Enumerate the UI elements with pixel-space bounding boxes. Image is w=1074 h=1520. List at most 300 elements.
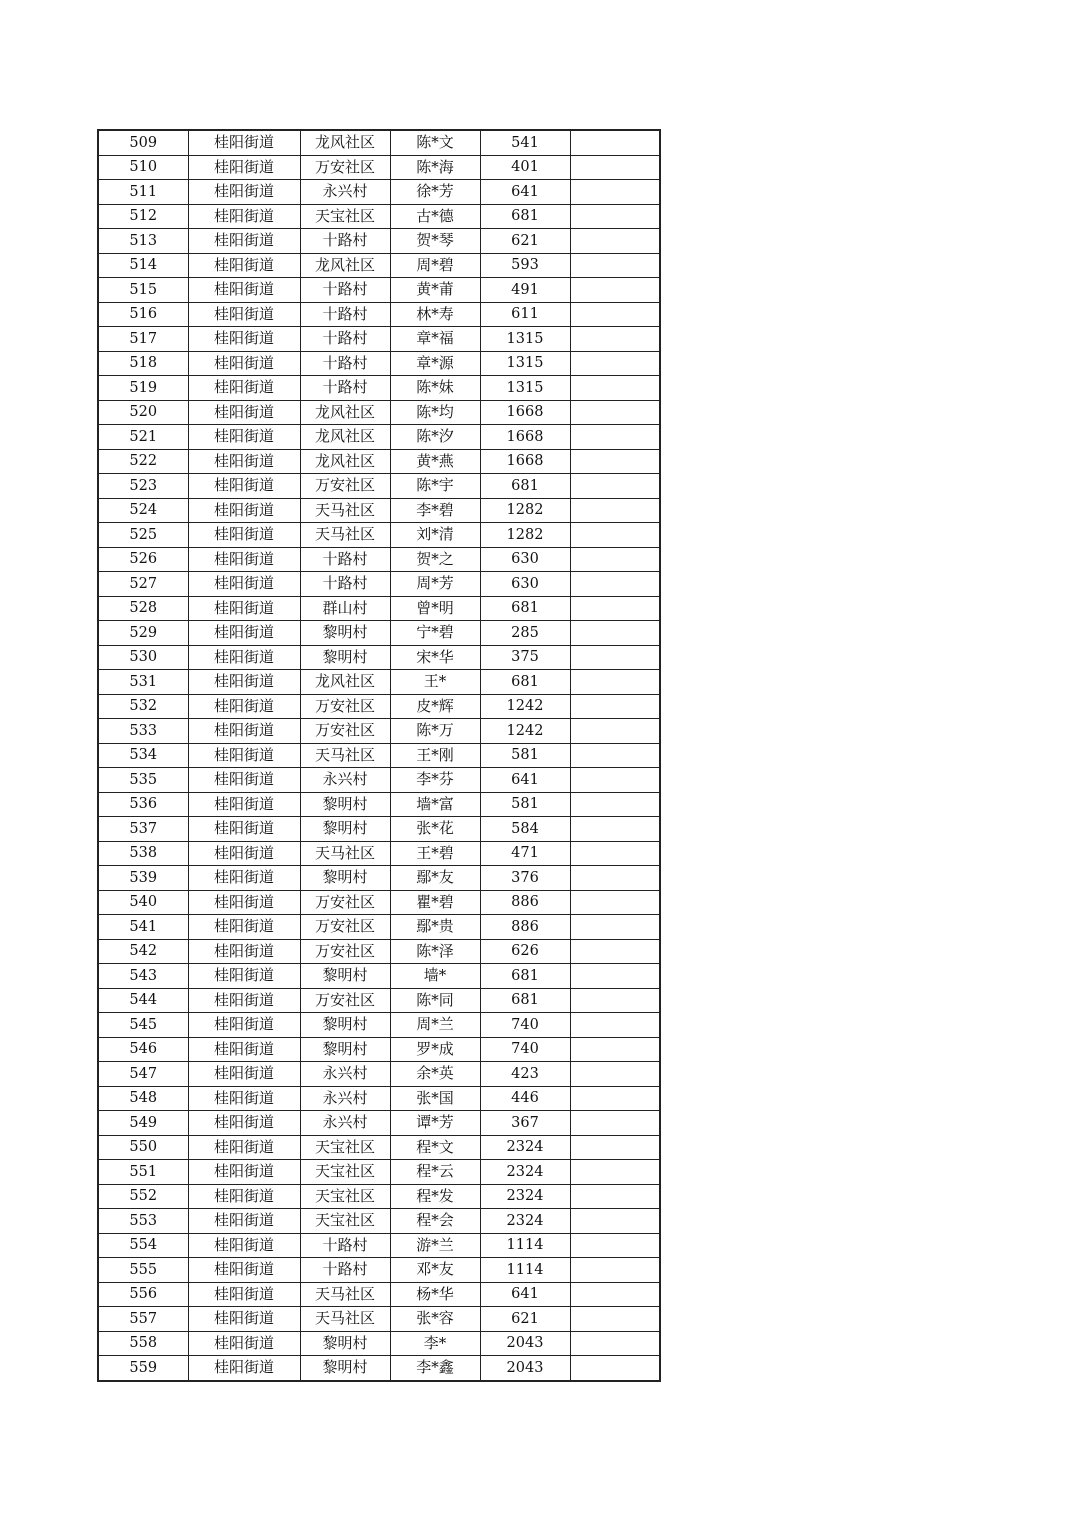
community-cell: 万安社区 — [300, 155, 390, 180]
remark-cell — [570, 474, 660, 499]
name-cell: 张*容 — [390, 1307, 480, 1332]
table-row — [98, 988, 660, 1013]
remark-cell — [570, 253, 660, 278]
amount-cell: 641 — [480, 768, 570, 793]
street-cell: 桂阳街道 — [188, 229, 300, 254]
community-cell: 天马社区 — [300, 498, 390, 523]
name-cell: 黄*莆 — [390, 278, 480, 303]
remark-cell — [570, 1086, 660, 1111]
remark-cell — [570, 130, 660, 155]
row-number-cell: 527 — [98, 572, 188, 597]
table-row — [98, 939, 660, 964]
table-row — [98, 743, 660, 768]
table-row — [98, 1037, 660, 1062]
remark-cell — [570, 302, 660, 327]
table-row — [98, 1086, 660, 1111]
community-cell: 天宝社区 — [300, 1135, 390, 1160]
name-cell: 陈*同 — [390, 988, 480, 1013]
name-cell: 墙*富 — [390, 792, 480, 817]
remark-cell — [570, 523, 660, 548]
street-cell: 桂阳街道 — [188, 866, 300, 891]
row-number-cell: 552 — [98, 1184, 188, 1209]
street-cell: 桂阳街道 — [188, 278, 300, 303]
remark-cell — [570, 817, 660, 842]
community-cell: 黎明村 — [300, 964, 390, 989]
street-cell: 桂阳街道 — [188, 1356, 300, 1381]
row-number-cell: 534 — [98, 743, 188, 768]
name-cell: 罗*成 — [390, 1037, 480, 1062]
amount-cell: 285 — [480, 621, 570, 646]
amount-cell: 681 — [480, 474, 570, 499]
row-number-cell: 529 — [98, 621, 188, 646]
table-row — [98, 1184, 660, 1209]
street-cell: 桂阳街道 — [188, 621, 300, 646]
table-row — [98, 694, 660, 719]
row-number-cell: 523 — [98, 474, 188, 499]
row-number-cell: 533 — [98, 719, 188, 744]
community-cell: 十路村 — [300, 572, 390, 597]
row-number-cell: 537 — [98, 817, 188, 842]
remark-cell — [570, 498, 660, 523]
table-row — [98, 670, 660, 695]
row-number-cell: 521 — [98, 425, 188, 450]
street-cell: 桂阳街道 — [188, 939, 300, 964]
remark-cell — [570, 1013, 660, 1038]
name-cell: 程*发 — [390, 1184, 480, 1209]
remark-cell — [570, 866, 660, 891]
street-cell: 桂阳街道 — [188, 1013, 300, 1038]
remark-cell — [570, 1160, 660, 1185]
row-number-cell: 509 — [98, 130, 188, 155]
remark-cell — [570, 449, 660, 474]
street-cell: 桂阳街道 — [188, 1086, 300, 1111]
street-cell: 桂阳街道 — [188, 964, 300, 989]
remark-cell — [570, 694, 660, 719]
amount-cell: 1282 — [480, 523, 570, 548]
street-cell: 桂阳街道 — [188, 547, 300, 572]
table-row — [98, 130, 660, 155]
table-row — [98, 1135, 660, 1160]
name-cell: 程*云 — [390, 1160, 480, 1185]
amount-cell: 1668 — [480, 400, 570, 425]
community-cell: 十路村 — [300, 229, 390, 254]
name-cell: 周*芳 — [390, 572, 480, 597]
name-cell: 陈*均 — [390, 400, 480, 425]
data-table — [97, 129, 661, 1382]
row-number-cell: 542 — [98, 939, 188, 964]
row-number-cell: 536 — [98, 792, 188, 817]
community-cell: 黎明村 — [300, 621, 390, 646]
community-cell: 十路村 — [300, 302, 390, 327]
amount-cell: 1282 — [480, 498, 570, 523]
community-cell: 十路村 — [300, 376, 390, 401]
remark-cell — [570, 1331, 660, 1356]
remark-cell — [570, 155, 660, 180]
row-number-cell: 555 — [98, 1258, 188, 1283]
remark-cell — [570, 596, 660, 621]
street-cell: 桂阳街道 — [188, 1184, 300, 1209]
amount-cell: 681 — [480, 204, 570, 229]
amount-cell: 1668 — [480, 449, 570, 474]
community-cell: 天宝社区 — [300, 1209, 390, 1234]
table-row — [98, 327, 660, 352]
row-number-cell: 510 — [98, 155, 188, 180]
remark-cell — [570, 1037, 660, 1062]
amount-cell: 630 — [480, 572, 570, 597]
name-cell: 李*碧 — [390, 498, 480, 523]
row-number-cell: 517 — [98, 327, 188, 352]
street-cell: 桂阳街道 — [188, 1209, 300, 1234]
row-number-cell: 548 — [98, 1086, 188, 1111]
amount-cell: 2043 — [480, 1356, 570, 1381]
community-cell: 黎明村 — [300, 1356, 390, 1381]
amount-cell: 641 — [480, 1282, 570, 1307]
row-number-cell: 511 — [98, 180, 188, 205]
street-cell: 桂阳街道 — [188, 155, 300, 180]
remark-cell — [570, 1233, 660, 1258]
row-number-cell: 544 — [98, 988, 188, 1013]
remark-cell — [570, 425, 660, 450]
table-row — [98, 351, 660, 376]
row-number-cell: 524 — [98, 498, 188, 523]
street-cell: 桂阳街道 — [188, 1282, 300, 1307]
row-number-cell: 538 — [98, 841, 188, 866]
community-cell: 万安社区 — [300, 474, 390, 499]
community-cell: 黎明村 — [300, 817, 390, 842]
amount-cell: 1315 — [480, 376, 570, 401]
table-row — [98, 400, 660, 425]
table-row — [98, 253, 660, 278]
amount-cell: 491 — [480, 278, 570, 303]
name-cell: 古*德 — [390, 204, 480, 229]
remark-cell — [570, 743, 660, 768]
street-cell: 桂阳街道 — [188, 449, 300, 474]
table-row — [98, 1013, 660, 1038]
street-cell: 桂阳街道 — [188, 351, 300, 376]
community-cell: 万安社区 — [300, 694, 390, 719]
street-cell: 桂阳街道 — [188, 572, 300, 597]
name-cell: 周*兰 — [390, 1013, 480, 1038]
community-cell: 黎明村 — [300, 1037, 390, 1062]
amount-cell: 423 — [480, 1062, 570, 1087]
table-row — [98, 915, 660, 940]
table-row — [98, 890, 660, 915]
table-row — [98, 474, 660, 499]
amount-cell: 886 — [480, 915, 570, 940]
table-row — [98, 229, 660, 254]
name-cell: 王*刚 — [390, 743, 480, 768]
row-number-cell: 559 — [98, 1356, 188, 1381]
table-row — [98, 792, 660, 817]
table-row — [98, 621, 660, 646]
community-cell: 天马社区 — [300, 1282, 390, 1307]
amount-cell: 641 — [480, 180, 570, 205]
community-cell: 永兴村 — [300, 180, 390, 205]
name-cell: 墙* — [390, 964, 480, 989]
name-cell: 陈*汐 — [390, 425, 480, 450]
remark-cell — [570, 621, 660, 646]
table-row — [98, 547, 660, 572]
row-number-cell: 546 — [98, 1037, 188, 1062]
name-cell: 鄢*友 — [390, 866, 480, 891]
name-cell: 曾*明 — [390, 596, 480, 621]
street-cell: 桂阳街道 — [188, 890, 300, 915]
row-number-cell: 531 — [98, 670, 188, 695]
row-number-cell: 520 — [98, 400, 188, 425]
street-cell: 桂阳街道 — [188, 376, 300, 401]
row-number-cell: 545 — [98, 1013, 188, 1038]
community-cell: 万安社区 — [300, 719, 390, 744]
amount-cell: 2324 — [480, 1135, 570, 1160]
row-number-cell: 558 — [98, 1331, 188, 1356]
street-cell: 桂阳街道 — [188, 180, 300, 205]
amount-cell: 581 — [480, 792, 570, 817]
amount-cell: 681 — [480, 988, 570, 1013]
street-cell: 桂阳街道 — [188, 523, 300, 548]
name-cell: 邓*友 — [390, 1258, 480, 1283]
table-row — [98, 1282, 660, 1307]
row-number-cell: 550 — [98, 1135, 188, 1160]
amount-cell: 2043 — [480, 1331, 570, 1356]
row-number-cell: 549 — [98, 1111, 188, 1136]
name-cell: 张*花 — [390, 817, 480, 842]
amount-cell: 446 — [480, 1086, 570, 1111]
remark-cell — [570, 1111, 660, 1136]
name-cell: 余*英 — [390, 1062, 480, 1087]
remark-cell — [570, 547, 660, 572]
remark-cell — [570, 841, 660, 866]
street-cell: 桂阳街道 — [188, 1111, 300, 1136]
table-row — [98, 1160, 660, 1185]
community-cell: 天马社区 — [300, 1307, 390, 1332]
community-cell: 龙风社区 — [300, 400, 390, 425]
street-cell: 桂阳街道 — [188, 474, 300, 499]
street-cell: 桂阳街道 — [188, 1037, 300, 1062]
amount-cell: 367 — [480, 1111, 570, 1136]
table-row — [98, 1111, 660, 1136]
remark-cell — [570, 278, 660, 303]
table-row — [98, 596, 660, 621]
name-cell: 李*芬 — [390, 768, 480, 793]
amount-cell: 2324 — [480, 1209, 570, 1234]
remark-cell — [570, 180, 660, 205]
name-cell: 皮*辉 — [390, 694, 480, 719]
community-cell: 十路村 — [300, 1233, 390, 1258]
street-cell: 桂阳街道 — [188, 645, 300, 670]
table-row — [98, 302, 660, 327]
amount-cell: 1668 — [480, 425, 570, 450]
street-cell: 桂阳街道 — [188, 596, 300, 621]
street-cell: 桂阳街道 — [188, 425, 300, 450]
community-cell: 永兴村 — [300, 768, 390, 793]
community-cell: 万安社区 — [300, 915, 390, 940]
community-cell: 万安社区 — [300, 939, 390, 964]
table-row — [98, 841, 660, 866]
row-number-cell: 512 — [98, 204, 188, 229]
community-cell: 黎明村 — [300, 645, 390, 670]
row-number-cell: 557 — [98, 1307, 188, 1332]
community-cell: 十路村 — [300, 327, 390, 352]
row-number-cell: 515 — [98, 278, 188, 303]
street-cell: 桂阳街道 — [188, 302, 300, 327]
amount-cell: 740 — [480, 1013, 570, 1038]
name-cell: 宁*碧 — [390, 621, 480, 646]
amount-cell: 401 — [480, 155, 570, 180]
amount-cell: 593 — [480, 253, 570, 278]
street-cell: 桂阳街道 — [188, 792, 300, 817]
table-row — [98, 719, 660, 744]
community-cell: 万安社区 — [300, 890, 390, 915]
community-cell: 天宝社区 — [300, 1160, 390, 1185]
remark-cell — [570, 670, 660, 695]
community-cell: 永兴村 — [300, 1086, 390, 1111]
table-row — [98, 1233, 660, 1258]
street-cell: 桂阳街道 — [188, 719, 300, 744]
table-row — [98, 964, 660, 989]
amount-cell: 1315 — [480, 351, 570, 376]
street-cell: 桂阳街道 — [188, 1258, 300, 1283]
amount-cell: 681 — [480, 964, 570, 989]
table-row — [98, 523, 660, 548]
amount-cell: 630 — [480, 547, 570, 572]
name-cell: 陈*万 — [390, 719, 480, 744]
community-cell: 天宝社区 — [300, 1184, 390, 1209]
remark-cell — [570, 229, 660, 254]
table-row — [98, 572, 660, 597]
amount-cell: 1114 — [480, 1258, 570, 1283]
row-number-cell: 543 — [98, 964, 188, 989]
amount-cell: 621 — [480, 229, 570, 254]
community-cell: 龙风社区 — [300, 253, 390, 278]
name-cell: 程*会 — [390, 1209, 480, 1234]
name-cell: 陈*海 — [390, 155, 480, 180]
community-cell: 群山村 — [300, 596, 390, 621]
amount-cell: 681 — [480, 670, 570, 695]
amount-cell: 611 — [480, 302, 570, 327]
community-cell: 十路村 — [300, 1258, 390, 1283]
name-cell: 鄢*贵 — [390, 915, 480, 940]
name-cell: 章*源 — [390, 351, 480, 376]
table-row — [98, 180, 660, 205]
community-cell: 万安社区 — [300, 988, 390, 1013]
community-cell: 龙风社区 — [300, 670, 390, 695]
row-number-cell: 551 — [98, 1160, 188, 1185]
remark-cell — [570, 768, 660, 793]
community-cell: 黎明村 — [300, 1013, 390, 1038]
amount-cell: 2324 — [480, 1160, 570, 1185]
name-cell: 章*福 — [390, 327, 480, 352]
table-row — [98, 1258, 660, 1283]
remark-cell — [570, 1062, 660, 1087]
name-cell: 陈*妹 — [390, 376, 480, 401]
name-cell: 程*文 — [390, 1135, 480, 1160]
community-cell: 十路村 — [300, 351, 390, 376]
amount-cell: 1315 — [480, 327, 570, 352]
row-number-cell: 526 — [98, 547, 188, 572]
community-cell: 龙风社区 — [300, 449, 390, 474]
name-cell: 陈*宇 — [390, 474, 480, 499]
table-row — [98, 376, 660, 401]
amount-cell: 471 — [480, 841, 570, 866]
community-cell: 天宝社区 — [300, 204, 390, 229]
row-number-cell: 519 — [98, 376, 188, 401]
table-row — [98, 1307, 660, 1332]
street-cell: 桂阳街道 — [188, 327, 300, 352]
row-number-cell: 539 — [98, 866, 188, 891]
amount-cell: 375 — [480, 645, 570, 670]
street-cell: 桂阳街道 — [188, 1233, 300, 1258]
remark-cell — [570, 376, 660, 401]
street-cell: 桂阳街道 — [188, 253, 300, 278]
remark-cell — [570, 1356, 660, 1381]
table-row — [98, 449, 660, 474]
amount-cell: 2324 — [480, 1184, 570, 1209]
remark-cell — [570, 719, 660, 744]
amount-cell: 584 — [480, 817, 570, 842]
community-cell: 龙风社区 — [300, 130, 390, 155]
street-cell: 桂阳街道 — [188, 768, 300, 793]
remark-cell — [570, 1209, 660, 1234]
street-cell: 桂阳街道 — [188, 1160, 300, 1185]
row-number-cell: 522 — [98, 449, 188, 474]
street-cell: 桂阳街道 — [188, 670, 300, 695]
row-number-cell: 535 — [98, 768, 188, 793]
street-cell: 桂阳街道 — [188, 743, 300, 768]
table-row — [98, 278, 660, 303]
name-cell: 瞿*碧 — [390, 890, 480, 915]
name-cell: 刘*清 — [390, 523, 480, 548]
table-row — [98, 155, 660, 180]
remark-cell — [570, 939, 660, 964]
community-cell: 天马社区 — [300, 523, 390, 548]
amount-cell: 541 — [480, 130, 570, 155]
community-cell: 龙风社区 — [300, 425, 390, 450]
street-cell: 桂阳街道 — [188, 204, 300, 229]
name-cell: 宋*华 — [390, 645, 480, 670]
name-cell: 徐*芳 — [390, 180, 480, 205]
amount-cell: 681 — [480, 596, 570, 621]
remark-cell — [570, 572, 660, 597]
remark-cell — [570, 1282, 660, 1307]
amount-cell: 740 — [480, 1037, 570, 1062]
amount-cell: 1242 — [480, 694, 570, 719]
name-cell: 林*寿 — [390, 302, 480, 327]
table-row — [98, 1062, 660, 1087]
remark-cell — [570, 400, 660, 425]
remark-cell — [570, 792, 660, 817]
table-row — [98, 498, 660, 523]
community-cell: 黎明村 — [300, 792, 390, 817]
street-cell: 桂阳街道 — [188, 841, 300, 866]
name-cell: 贺*之 — [390, 547, 480, 572]
street-cell: 桂阳街道 — [188, 988, 300, 1013]
row-number-cell: 528 — [98, 596, 188, 621]
row-number-cell: 554 — [98, 1233, 188, 1258]
row-number-cell: 530 — [98, 645, 188, 670]
community-cell: 十路村 — [300, 547, 390, 572]
table-row — [98, 1356, 660, 1381]
name-cell: 杨*华 — [390, 1282, 480, 1307]
remark-cell — [570, 915, 660, 940]
name-cell: 贺*琴 — [390, 229, 480, 254]
remark-cell — [570, 204, 660, 229]
row-number-cell: 518 — [98, 351, 188, 376]
name-cell: 游*兰 — [390, 1233, 480, 1258]
community-cell: 永兴村 — [300, 1062, 390, 1087]
street-cell: 桂阳街道 — [188, 694, 300, 719]
row-number-cell: 540 — [98, 890, 188, 915]
row-number-cell: 516 — [98, 302, 188, 327]
